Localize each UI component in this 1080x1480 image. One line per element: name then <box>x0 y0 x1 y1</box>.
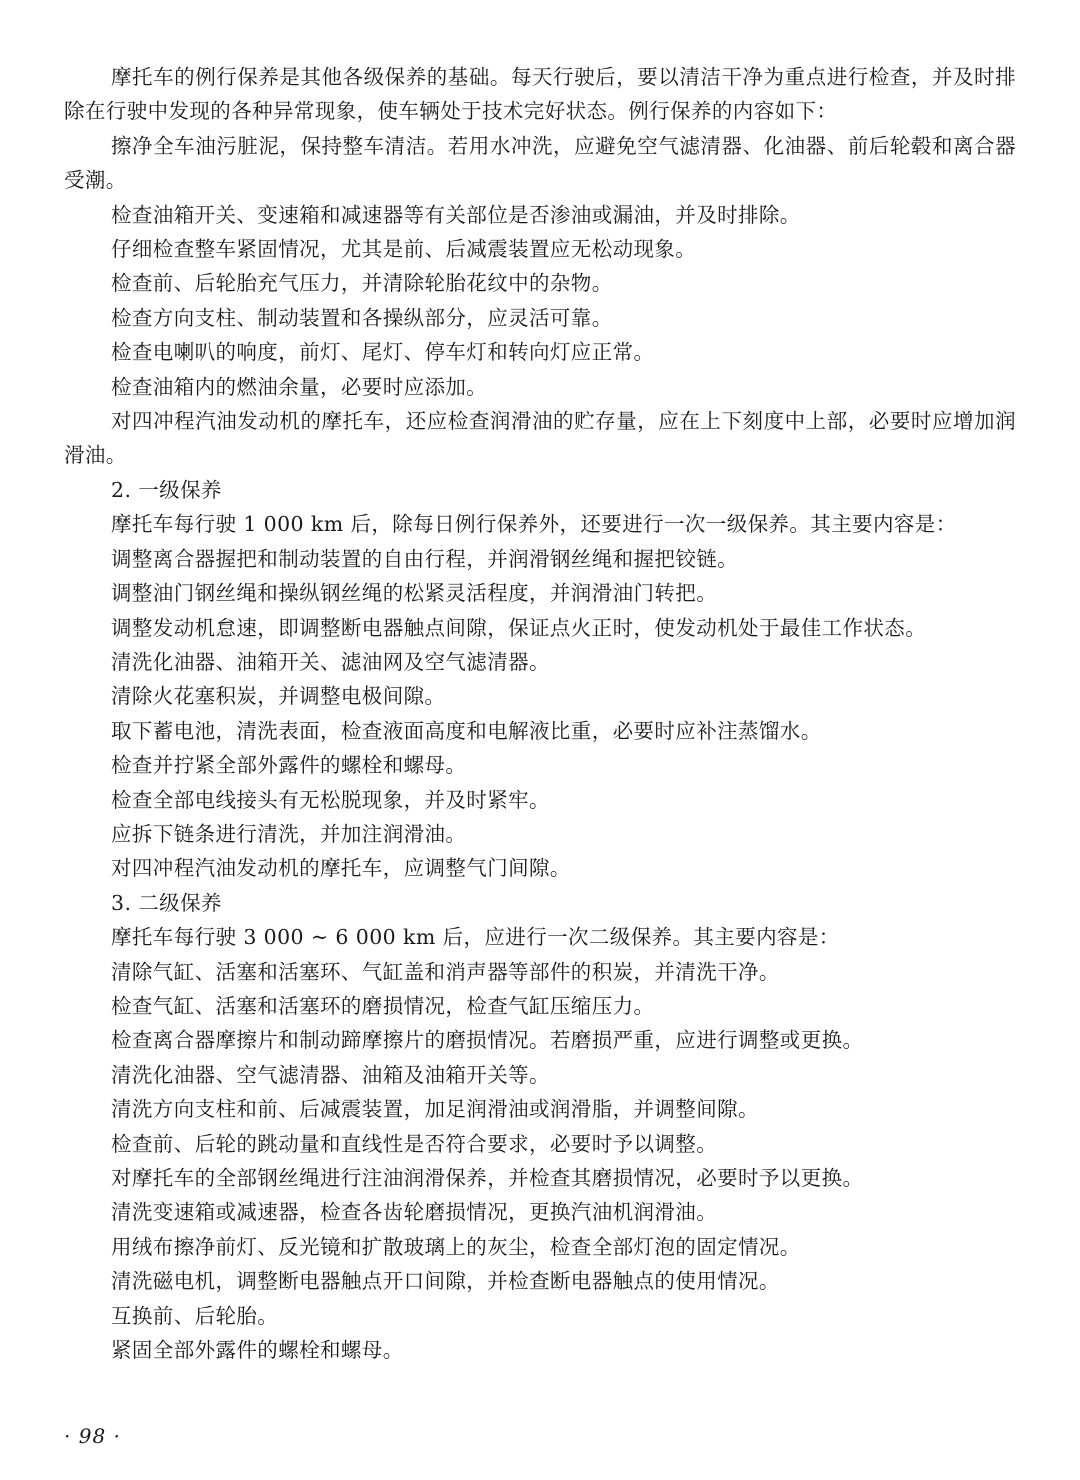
section3-paragraph: 摩托车每行驶 3 000 ~ 6 000 km 后，应进行一次二级保养。其主要内容是： <box>111 925 840 950</box>
intro-paragraph: 仔细检查整车紧固情况，尤其是前、后减震装置应无松动现象。 <box>111 237 697 262</box>
section3-paragraph: 清洗磁电机，调整断电器触点开口间隙，并检查断电器触点的使用情况。 <box>111 1269 780 1294</box>
section2-paragraph: 清洗化油器、油箱开关、滤油网及空气滤清器。 <box>111 649 550 674</box>
section3-paragraph: 检查气缸、活塞和活塞环的磨损情况，检查气缸压缩压力。 <box>111 993 655 1018</box>
intro-paragraph: 检查电喇叭的响度，前灯、尾灯、停车灯和转向灯应正常。 <box>111 340 655 365</box>
section3-paragraph: 紧固全部外露件的螺栓和螺母。 <box>111 1338 404 1363</box>
intro-paragraph: 检查油箱内的燃油余量，必要时应添加。 <box>111 374 488 399</box>
section2-paragraph: 清除火花塞积炭，并调整电极间隙。 <box>111 684 446 709</box>
page-number: · 98 · <box>64 1424 121 1448</box>
section3-paragraph: 清洗变速箱或减速器，检查各齿轮磨损情况，更换汽油机润滑油。 <box>111 1200 718 1225</box>
section2-paragraph: 检查并拧紧全部外露件的螺栓和螺母。 <box>111 753 467 778</box>
intro-paragraph: 擦净全车油污脏泥，保持整车清洁。若用水冲洗，应避免空气滤清器、化油器、前后轮毂和离合器受潮。 <box>64 133 1016 193</box>
intro-paragraph: 对四冲程汽油发动机的摩托车，还应检查润滑油的贮存量，应在上下刻度中上部，必要时应增加润滑油。 <box>64 409 1016 468</box>
section3-paragraph: 清洗方向支柱和前、后减震装置，加足润滑油或润滑脂，并调整间隙。 <box>111 1097 759 1122</box>
section3-paragraph: 检查离合器摩擦片和制动蹄摩擦片的磨损情况。若磨损严重，应进行调整或更换。 <box>111 1028 864 1053</box>
page-body <box>64 60 1016 1367</box>
section2-paragraph: 对四冲程汽油发动机的摩托车，应调整气门间隙。 <box>111 856 571 881</box>
section2-paragraph: 取下蓄电池，清洗表面，检查液面高度和电解液比重，必要时应补注蒸馏水。 <box>111 718 822 743</box>
section2-paragraph: 调整油门钢丝绳和操纵钢丝绳的松紧灵活程度，并润滑油门转把。 <box>111 581 718 606</box>
section2-paragraph: 检查全部电线接头有无松脱现象，并及时紧牢。 <box>111 787 550 812</box>
section3-paragraph: 清除气缸、活塞和活塞环、气缸盖和消声器等部件的积炭，并清洗干净。 <box>111 959 780 984</box>
section2-paragraph: 应拆下链条进行清洗，并加注润滑油。 <box>111 821 467 846</box>
section3-paragraph: 互换前、后轮胎。 <box>111 1303 279 1328</box>
section3-paragraph: 用绒布擦净前灯、反光镜和扩散玻璃上的灰尘，检查全部灯泡的固定情况。 <box>111 1234 801 1259</box>
section3-paragraph: 清洗化油器、空气滤清器、油箱及油箱开关等。 <box>111 1062 550 1087</box>
intro-paragraph: 检查方向支柱、制动装置和各操纵部分，应灵活可靠。 <box>111 305 613 330</box>
section3-paragraph: 检查前、后轮的跳动量和直线性是否符合要求，必要时予以调整。 <box>111 1131 718 1156</box>
section2-paragraph: 摩托车每行驶 1 000 km 后，除每日例行保养外，还要进行一次一级保养。其主要内容是： <box>111 512 957 537</box>
intro-paragraph: 检查油箱开关、变速箱和减速器等有关部位是否渗油或漏油，并及时排除。 <box>111 202 801 227</box>
intro-paragraph: 摩托车的例行保养是其他各级保养的基础。每天行驶后，要以清洁干净为重点进行检查，并及时排除在行驶中发现的各种异常现象，使车辆处于技术完好状态。例行保养的内容如下： <box>64 65 1016 124</box>
section-heading-level-2-maintenance: 3. 二级保养 <box>111 890 222 915</box>
section2-paragraph: 调整发动机怠速，即调整断电器触点间隙，保证点火正时，使发动机处于最佳工作状态。 <box>111 615 927 640</box>
section2-paragraph: 调整离合器握把和制动装置的自由行程，并润滑钢丝绳和握把铰链。 <box>111 546 738 571</box>
section3-paragraph: 对摩托车的全部钢丝绳进行注油润滑保养，并检查其磨损情况，必要时予以更换。 <box>111 1166 864 1190</box>
section-heading-level-1-maintenance: 2. 一级保养 <box>111 477 222 502</box>
intro-paragraph: 检查前、后轮胎充气压力，并清除轮胎花纹中的杂物。 <box>111 271 613 296</box>
